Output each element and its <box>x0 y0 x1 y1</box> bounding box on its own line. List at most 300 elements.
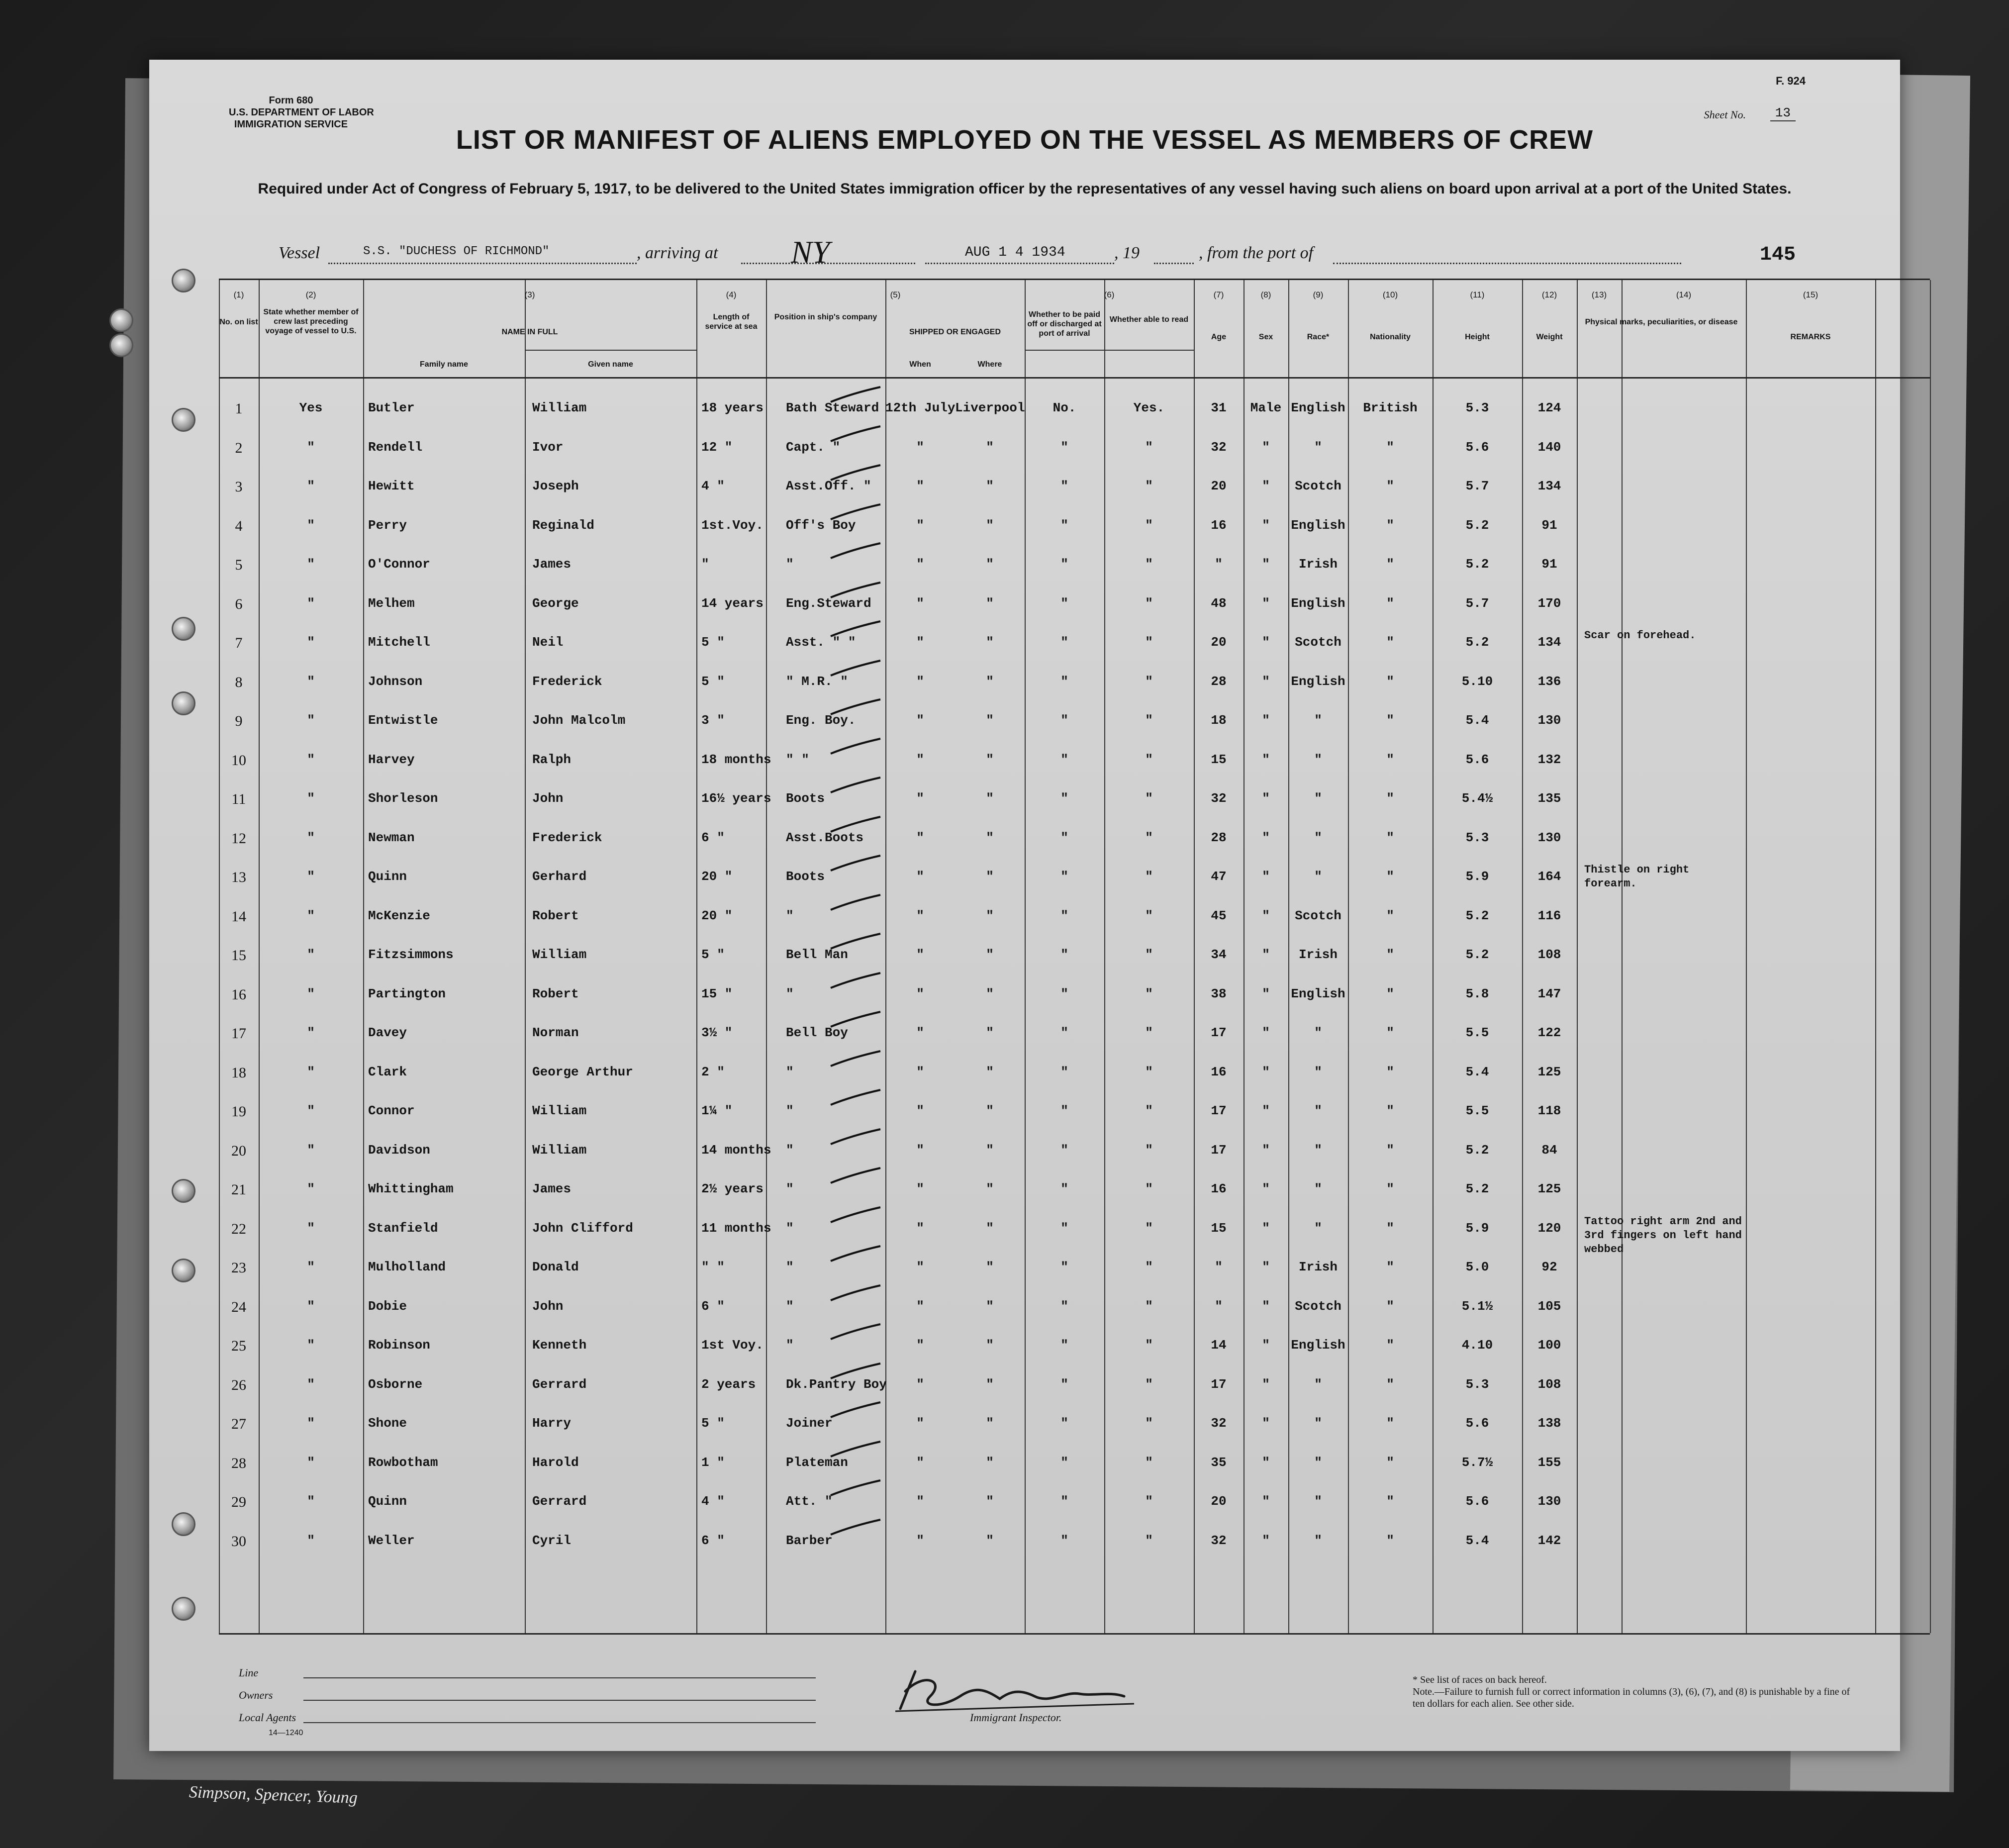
cell-when: " <box>916 947 924 962</box>
cell-read: " <box>1145 595 1153 611</box>
cell-nationality: " <box>1386 1533 1394 1548</box>
cell-member: " <box>307 1064 315 1079</box>
cell-race: " <box>1314 1220 1322 1236</box>
cell-read: " <box>1145 439 1153 455</box>
cell-height: 5.5 <box>1465 1103 1489 1118</box>
cell-age: 32 <box>1211 1533 1227 1548</box>
cell-no: 16 <box>231 986 246 1003</box>
cell-given: Joseph <box>532 479 579 493</box>
vessel-label: Vessel <box>279 244 320 262</box>
cell-nationality: " <box>1386 1181 1394 1196</box>
column-number: (13) <box>1591 290 1607 299</box>
cell-nationality: " <box>1386 1376 1394 1392</box>
cell-no: 5 <box>235 557 243 573</box>
binder-hole <box>172 269 195 292</box>
manifest-page <box>149 60 1900 1751</box>
cell-weight: 170 <box>1537 595 1561 611</box>
cell-paid: " <box>1060 713 1068 728</box>
cell-weight: 138 <box>1537 1416 1561 1431</box>
cell-family: McKenzie <box>368 908 430 923</box>
cell-given: James <box>532 557 572 572</box>
cell-weight: 130 <box>1537 830 1561 845</box>
cell-age: 20 <box>1211 1494 1227 1509</box>
cell-paid: " <box>1060 1494 1068 1509</box>
header-when: When <box>909 360 931 369</box>
cell-where: " <box>986 1025 994 1040</box>
cell-race: " <box>1314 1533 1322 1548</box>
fine-note: Note.—Failure to furnish full or correct information in columns (3), (6), (7), and (8) is punishable by a fine of ten dollars for each alien. See other side. <box>1413 1686 1850 1709</box>
cell-read: " <box>1145 1181 1153 1196</box>
cell-age: 17 <box>1211 1103 1227 1118</box>
cell-weight: 136 <box>1537 674 1561 689</box>
cell-read: " <box>1145 947 1153 962</box>
cell-family: Connor <box>368 1103 415 1118</box>
table-row <box>219 936 1930 975</box>
cell-age: 14 <box>1211 1338 1227 1353</box>
cell-paid: " <box>1060 1260 1068 1274</box>
column-number: (11) <box>1470 290 1485 299</box>
cell-service: 14 months <box>701 1142 771 1158</box>
header-name-in-full: NAME IN FULL <box>501 328 558 336</box>
cell-where: " <box>986 1103 994 1118</box>
form-code: 14—1240 <box>269 1729 303 1737</box>
cell-member: " <box>307 1181 315 1196</box>
cell-age: " <box>1215 557 1223 572</box>
cell-service: 15 " <box>701 986 733 1001</box>
table-row <box>219 1444 1930 1483</box>
cell-member: Yes <box>299 400 323 415</box>
header-separator <box>219 377 1930 379</box>
cell-nationality: " <box>1386 1064 1394 1079</box>
check-tick-mark <box>828 736 883 756</box>
cell-where: " <box>986 674 994 689</box>
cell-paid: " <box>1060 1025 1068 1040</box>
cell-family: Mitchell <box>368 635 430 650</box>
cell-where: " <box>986 1533 994 1548</box>
cell-member: " <box>307 439 315 455</box>
cell-member: " <box>307 595 315 611</box>
cell-where: " <box>986 1181 994 1196</box>
cell-when: " <box>916 517 924 533</box>
cell-position: Eng. Boy. <box>786 713 856 728</box>
cell-service: 6 " <box>701 1533 725 1548</box>
cell-no: 23 <box>231 1260 246 1276</box>
cell-where: " <box>986 1416 994 1431</box>
cell-age: 35 <box>1211 1455 1227 1470</box>
check-tick-mark <box>828 463 883 483</box>
cell-height: 5.2 <box>1465 635 1489 650</box>
cell-position: Joiner <box>786 1416 833 1431</box>
cell-read: " <box>1145 869 1153 884</box>
cell-race: " <box>1314 791 1322 806</box>
cell-sex: " <box>1262 479 1270 493</box>
cell-service: 20 " <box>701 908 733 923</box>
cell-age: 28 <box>1211 674 1227 689</box>
cell-paid: " <box>1060 908 1068 923</box>
page-title: LIST OR MANIFEST OF ALIENS EMPLOYED ON THE VESSEL AS MEMBERS OF CREW <box>456 125 1594 155</box>
table-row <box>219 389 1930 428</box>
form-number: Form 680 <box>269 95 313 106</box>
cell-where: " <box>986 713 994 728</box>
cell-nationality: " <box>1386 1455 1394 1470</box>
cell-where: " <box>986 986 994 1001</box>
cell-sex: " <box>1262 1298 1270 1314</box>
cell-weight: 100 <box>1537 1338 1561 1353</box>
cell-where: " <box>986 830 994 845</box>
cell-race: Scotch <box>1295 908 1341 923</box>
binder-hole <box>172 408 195 432</box>
cell-service: 3 " <box>701 713 725 728</box>
cell-race: " <box>1314 1376 1322 1392</box>
cell-when: " <box>916 635 924 650</box>
cell-height: 5.7½ <box>1461 1455 1493 1470</box>
cell-where: " <box>986 1376 994 1392</box>
cell-height: 5.2 <box>1465 517 1489 533</box>
cell-position: Capt. " <box>786 439 841 455</box>
cell-sex: " <box>1262 635 1270 650</box>
cell-service: 18 years <box>701 400 764 415</box>
cell-no: 14 <box>231 908 246 925</box>
cell-nationality: " <box>1386 1338 1394 1353</box>
cell-paid: " <box>1060 752 1068 767</box>
cell-when: " <box>916 908 924 923</box>
cell-read: " <box>1145 1103 1153 1118</box>
cell-age: 34 <box>1211 947 1227 962</box>
owners-label: Owners <box>239 1689 273 1701</box>
cell-service: " " <box>701 1260 725 1274</box>
cell-member: " <box>307 1103 315 1118</box>
cell-when: " <box>916 479 924 493</box>
cell-family: Johnson <box>368 674 423 689</box>
cell-read: " <box>1145 1494 1153 1509</box>
cell-marks: Tattoo right arm 2nd and 3rd fingers on left hand webbed <box>1584 1215 1742 1256</box>
cell-read: " <box>1145 557 1153 572</box>
cell-given: Harold <box>532 1455 579 1470</box>
cell-read: " <box>1145 1416 1153 1431</box>
cell-given: Kenneth <box>532 1338 587 1353</box>
cell-nationality: " <box>1386 1260 1394 1274</box>
cell-sex: " <box>1262 791 1270 806</box>
vessel-line <box>279 234 1820 270</box>
header-age: Age <box>1211 333 1227 341</box>
dotted-fill-line <box>1333 263 1681 264</box>
cell-where: " <box>986 517 994 533</box>
cell-member: " <box>307 947 315 962</box>
cell-sex: " <box>1262 1455 1270 1470</box>
cell-marks: Scar on forehead. <box>1584 629 1696 642</box>
cell-age: 17 <box>1211 1025 1227 1040</box>
cell-no: 2 <box>235 439 243 456</box>
cell-sex: " <box>1262 1416 1270 1431</box>
table-row <box>219 975 1930 1014</box>
check-tick-mark <box>828 1009 883 1029</box>
cell-race: " <box>1314 439 1322 455</box>
check-tick-mark <box>828 775 883 795</box>
cell-height: 5.4 <box>1465 713 1489 728</box>
cell-nationality: British <box>1363 400 1418 415</box>
cell-nationality: " <box>1386 1142 1394 1158</box>
cell-nationality: " <box>1386 1416 1394 1431</box>
cell-sex: " <box>1262 1494 1270 1509</box>
footer-notes <box>1413 1674 1860 1710</box>
column-number: (4) <box>726 290 737 299</box>
service-name: IMMIGRATION SERVICE <box>234 119 348 130</box>
cell-family: Shone <box>368 1416 407 1431</box>
cell-no: 10 <box>231 752 246 769</box>
cell-family: Clark <box>368 1064 407 1079</box>
cell-height: 5.6 <box>1465 439 1489 455</box>
cell-height: 5.6 <box>1465 1416 1489 1431</box>
check-tick-mark <box>828 1400 883 1420</box>
cell-race: Scotch <box>1295 1298 1341 1314</box>
cell-family: Fitzsimmons <box>368 947 454 962</box>
cell-where: " <box>986 439 994 455</box>
cell-when: " <box>916 1025 924 1040</box>
cell-height: 5.10 <box>1461 674 1493 689</box>
cell-where: " <box>986 479 994 493</box>
cell-where: " <box>986 1064 994 1079</box>
cell-given: Ralph <box>532 752 572 767</box>
cell-service: 1¼ " <box>701 1103 733 1118</box>
cell-family: Whittingham <box>368 1181 454 1196</box>
dotted-fill-line <box>1154 263 1194 264</box>
cell-race: " <box>1314 1142 1322 1158</box>
cell-height: 4.10 <box>1461 1338 1493 1353</box>
header-remarks: REMARKS <box>1790 333 1831 341</box>
cell-read: " <box>1145 830 1153 845</box>
cell-height: 5.9 <box>1465 1220 1489 1236</box>
cell-sex: " <box>1262 1064 1270 1079</box>
cell-when: " <box>916 830 924 845</box>
cell-weight: 140 <box>1537 439 1561 455</box>
cell-member: " <box>307 1025 315 1040</box>
column-number: (8) <box>1260 290 1271 299</box>
cell-family: Quinn <box>368 1494 407 1509</box>
cell-position: Plateman <box>786 1455 848 1470</box>
check-tick-mark <box>828 1517 883 1537</box>
binder-hole <box>172 1597 195 1621</box>
header-position: Position in ship's company <box>774 313 877 321</box>
cell-no: 26 <box>231 1376 246 1393</box>
cell-nationality: " <box>1386 1103 1394 1118</box>
header-nationality: Nationality <box>1370 333 1411 341</box>
binder-hole <box>172 1512 195 1536</box>
cell-weight: 84 <box>1541 1142 1557 1158</box>
table-row <box>219 897 1930 936</box>
cell-paid: " <box>1060 1455 1068 1470</box>
cell-family: Davey <box>368 1025 407 1040</box>
cell-weight: 125 <box>1537 1064 1561 1079</box>
cell-weight: 122 <box>1537 1025 1561 1040</box>
cell-when: " <box>916 1220 924 1236</box>
header-physical-marks: Physical marks, peculiarities, or disease <box>1585 318 1738 326</box>
check-tick-mark <box>828 1205 883 1225</box>
cell-paid: " <box>1060 1338 1068 1353</box>
cell-weight: 134 <box>1537 479 1561 493</box>
check-tick-mark <box>828 1049 883 1069</box>
cell-given: James <box>532 1181 572 1196</box>
cell-read: " <box>1145 1455 1153 1470</box>
cell-when: " <box>916 1455 924 1470</box>
table-row <box>219 546 1930 584</box>
cell-when: " <box>916 986 924 1001</box>
cell-family: Dobie <box>368 1298 407 1314</box>
cell-member: " <box>307 557 315 572</box>
cell-where: " <box>986 869 994 884</box>
cell-weight: 91 <box>1541 517 1557 533</box>
cell-family: Harvey <box>368 752 415 767</box>
cell-read: " <box>1145 1025 1153 1040</box>
cell-no: 27 <box>231 1416 246 1432</box>
cell-height: 5.4 <box>1465 1533 1489 1548</box>
line-label: Line <box>239 1666 259 1679</box>
cell-weight: 142 <box>1537 1533 1561 1548</box>
cell-position: " <box>786 908 794 923</box>
check-tick-mark <box>828 1439 883 1459</box>
cell-when: " <box>916 1181 924 1196</box>
cell-paid: " <box>1060 1220 1068 1236</box>
page-subtitle: Required under Act of Congress of February 5, 1917, to be delivered to the United States immigration officer by the representatives of any vessel having such aliens on board upon arrival at a port of the United States. <box>258 181 1792 197</box>
cell-when: " <box>916 713 924 728</box>
cell-service: 2½ years <box>701 1181 764 1196</box>
cell-weight: 155 <box>1537 1455 1561 1470</box>
check-tick-mark <box>828 385 883 404</box>
cell-member: " <box>307 986 315 1001</box>
cell-sex: " <box>1262 947 1270 962</box>
cell-where: " <box>986 947 994 962</box>
cell-race: English <box>1291 595 1345 611</box>
cell-where: " <box>986 752 994 767</box>
check-tick-mark <box>828 697 883 717</box>
cell-given: Frederick <box>532 830 602 845</box>
cell-no: 17 <box>231 1025 246 1042</box>
cell-race: Scotch <box>1295 635 1341 650</box>
cell-service: 18 months <box>701 752 771 767</box>
cell-age: 48 <box>1211 595 1227 611</box>
check-tick-mark <box>828 1478 883 1498</box>
header-where: Where <box>977 360 1002 369</box>
check-tick-mark <box>828 814 883 834</box>
cell-position: Dk.Pantry Boy <box>786 1376 887 1392</box>
form-f-number: F. 924 <box>1776 75 1806 87</box>
cell-read: " <box>1145 791 1153 806</box>
cell-member: " <box>307 1338 315 1353</box>
cell-position: Off's Boy <box>786 517 856 533</box>
header-shipped-or-engaged: SHIPPED OR ENGAGED <box>909 328 1001 336</box>
cell-position: Asst. " " <box>786 635 856 650</box>
cell-weight: 164 <box>1537 869 1561 884</box>
cell-sex: " <box>1262 1376 1270 1392</box>
cell-age: " <box>1215 1260 1223 1274</box>
column-number: (5) <box>890 290 901 299</box>
binder-hole <box>172 691 195 715</box>
cell-position: Boots <box>786 791 825 806</box>
cell-height: 5.6 <box>1465 1494 1489 1509</box>
cell-no: 7 <box>235 635 243 651</box>
department-name: U.S. DEPARTMENT OF LABOR <box>229 107 374 118</box>
cell-sex: " <box>1262 439 1270 455</box>
cell-paid: " <box>1060 439 1068 455</box>
owners-field <box>303 1700 816 1701</box>
cell-family: Mulholland <box>368 1260 446 1274</box>
cell-position: " <box>786 1338 794 1353</box>
table-row <box>219 1522 1930 1561</box>
cell-given: Reginald <box>532 517 594 533</box>
header-weight: Weight <box>1536 333 1563 341</box>
cell-no: 30 <box>231 1533 246 1550</box>
cell-sex: " <box>1262 908 1270 923</box>
cell-nationality: " <box>1386 713 1394 728</box>
cell-height: 5.2 <box>1465 1142 1489 1158</box>
cell-service: 5 " <box>701 947 725 962</box>
cell-given: George Arthur <box>532 1064 633 1079</box>
table-row <box>219 429 1930 468</box>
cell-service: 5 " <box>701 674 725 689</box>
table-row <box>219 1327 1930 1365</box>
check-tick-mark <box>828 1283 883 1303</box>
cell-no: 8 <box>235 674 243 690</box>
cell-weight: 108 <box>1537 1376 1561 1392</box>
cell-member: " <box>307 517 315 533</box>
cell-position: " M.R. " <box>786 674 848 689</box>
cell-age: 45 <box>1211 908 1227 923</box>
cell-family: Osborne <box>368 1376 423 1392</box>
binder-hole <box>172 1179 195 1203</box>
cell-family: Newman <box>368 830 415 845</box>
cell-age: 32 <box>1211 1416 1227 1431</box>
cell-no: 20 <box>231 1142 246 1159</box>
cell-when: " <box>916 557 924 572</box>
cell-when: 12th July <box>885 400 956 415</box>
cell-nationality: " <box>1386 674 1394 689</box>
cell-race: Irish <box>1298 557 1338 572</box>
cell-paid: " <box>1060 791 1068 806</box>
sheet-number: 13 <box>1770 105 1796 121</box>
cell-race: English <box>1291 517 1345 533</box>
cell-service: 3½ " <box>701 1025 733 1040</box>
cell-read: " <box>1145 1338 1153 1353</box>
cell-paid: " <box>1060 517 1068 533</box>
cell-weight: 134 <box>1537 635 1561 650</box>
column-number: (15) <box>1803 290 1818 299</box>
table-row <box>219 1132 1930 1170</box>
cell-position: Eng.Steward <box>786 595 871 611</box>
table-row <box>219 1210 1930 1256</box>
cell-sex: " <box>1262 1338 1270 1353</box>
cell-sex: " <box>1262 1220 1270 1236</box>
cell-position: Asst.Off. " <box>786 479 871 493</box>
cell-race: English <box>1291 1338 1345 1353</box>
cell-no: 9 <box>235 713 243 729</box>
cell-height: 5.7 <box>1465 595 1489 611</box>
cell-where: " <box>986 791 994 806</box>
inspector-signature <box>885 1661 1144 1716</box>
cell-position: Bell Man <box>786 947 848 962</box>
cell-no: 21 <box>231 1181 246 1198</box>
check-tick-mark <box>828 424 883 444</box>
cell-race: " <box>1314 1025 1322 1040</box>
cell-height: 5.4½ <box>1461 791 1493 806</box>
cell-height: 5.3 <box>1465 830 1489 845</box>
cell-given: Robert <box>532 908 579 923</box>
cell-race: " <box>1314 830 1322 845</box>
cell-height: 5.5 <box>1465 1025 1489 1040</box>
table-row <box>219 585 1930 624</box>
cell-service: 1st.Voy. <box>701 517 764 533</box>
cell-no: 6 <box>235 595 243 612</box>
cell-given: Neil <box>532 635 564 650</box>
cell-age: 20 <box>1211 635 1227 650</box>
